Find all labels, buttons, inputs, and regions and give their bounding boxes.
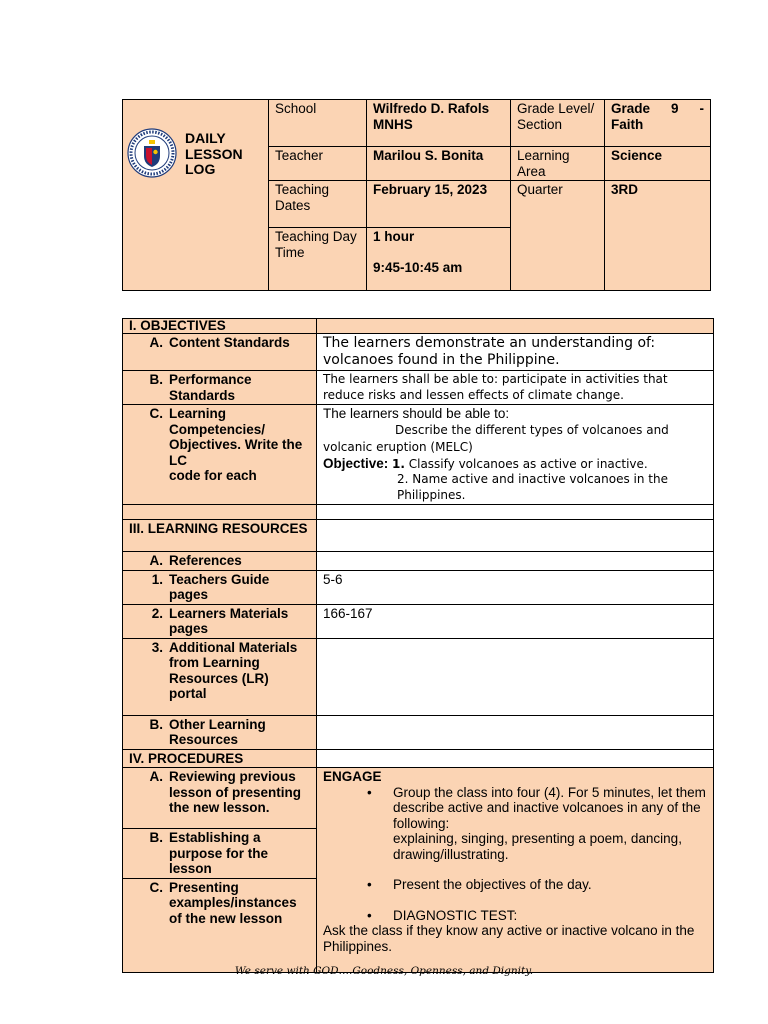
deped-seal-icon [127, 128, 177, 178]
title-line-2: LESSON [185, 145, 243, 162]
quarter-label: Quarter [511, 181, 605, 291]
additional-materials-label: 3. Additional Materials from Learning Resources (LR) portal [123, 638, 317, 715]
teachers-guide-value: 5-6 [317, 570, 714, 604]
objectives-heading: I. OBJECTIVES [123, 319, 317, 334]
references-label: A. References [123, 552, 317, 571]
learning-competencies-value [317, 405, 714, 505]
procedure-c-label: C. Presenting examples/instances of the new lesson [123, 878, 317, 972]
title-line-1: DAILY [185, 130, 226, 146]
other-resources-label: B. Other Learning Resources [123, 715, 317, 749]
learning-area-value: Science [605, 147, 711, 181]
grade-value: Grade 9 - Faith [605, 100, 711, 147]
procedures-content [317, 768, 714, 973]
content-standards-value: The learners demonstrate an understanding of: volcanoes found in the Philippine. [317, 334, 714, 371]
procedure-a-label: A. Reviewing previous lesson of presenting the new lesson. [123, 768, 317, 829]
header-table [122, 99, 711, 291]
teaching-dates-label: Teaching Dates [269, 181, 367, 228]
diagnostic-text: Ask the class if they know any active or inactive volcano in the Philippines. [323, 923, 695, 954]
procedures-heading: IV. PROCEDURES [123, 749, 317, 768]
school-label: School [269, 100, 367, 147]
teaching-time-label: Teaching Day Time [269, 228, 367, 291]
content-standards-label: A. Content Standards [123, 334, 317, 371]
learning-area-label: Learning Area [511, 147, 605, 181]
learners-materials-label: 2. Learners Materials pages [123, 604, 317, 638]
logo-cell [123, 100, 269, 291]
school-value: Wilfredo D. Rafols MNHS [367, 100, 511, 147]
procedure-b-label: B. Establishing a purpose for the lesson [123, 829, 317, 879]
performance-standards-value: The learners shall be able to: participate in activities that reduce risks and lessen effects of climate change. [317, 371, 714, 405]
lesson-table [122, 318, 714, 973]
title-line-3: LOG [185, 161, 216, 177]
objective-line-1: Objective: 1. Classify volcanoes as active or inactive. [323, 455, 648, 471]
daily-lesson-log-title [185, 131, 243, 178]
footer-motto: We serve with GOD….Goodness, Openness, and Dignity. [234, 965, 534, 977]
bullet-item-1: • Group the class into four (4). For 5 minutes, let them describe active and inactive volcanoes in any of the following: explaining, singing, presenting a poem, dancing, drawing/illustrating. [367, 784, 706, 862]
teacher-value: Marilou S. Bonita [367, 147, 511, 181]
learning-resources-heading: III. LEARNING RESOURCES [123, 520, 317, 552]
engage-heading: ENGAGE [323, 769, 382, 784]
teaching-dates-value: February 15, 2023 [367, 181, 511, 228]
grade-label: Grade Level/ Section [511, 100, 605, 147]
bullet-item-3: • DIAGNOSTIC TEST: [367, 907, 518, 923]
teachers-guide-label: 1. Teachers Guide pages [123, 570, 317, 604]
competencies-intro: The learners should be able to: [323, 406, 510, 421]
learners-materials-value: 166-167 [317, 604, 714, 638]
teacher-label: Teacher [269, 147, 367, 181]
teaching-time-value: 1 hour 9:45-10:45 am [367, 228, 511, 291]
objective-line-2: 2. Name active and inactive volcanoes in the Philippines. [397, 472, 668, 502]
quarter-value: 3RD [605, 181, 711, 291]
learning-competencies-label: C. Learning Competencies/ Objectives. Write the LC code for each [123, 405, 317, 505]
bullet-item-2: • Present the objectives of the day. [367, 877, 592, 892]
performance-standards-label: B. Performance Standards [123, 371, 317, 405]
competencies-melc: Describe the different types of volcanoes and volcanic eruption (MELC) [323, 422, 669, 454]
